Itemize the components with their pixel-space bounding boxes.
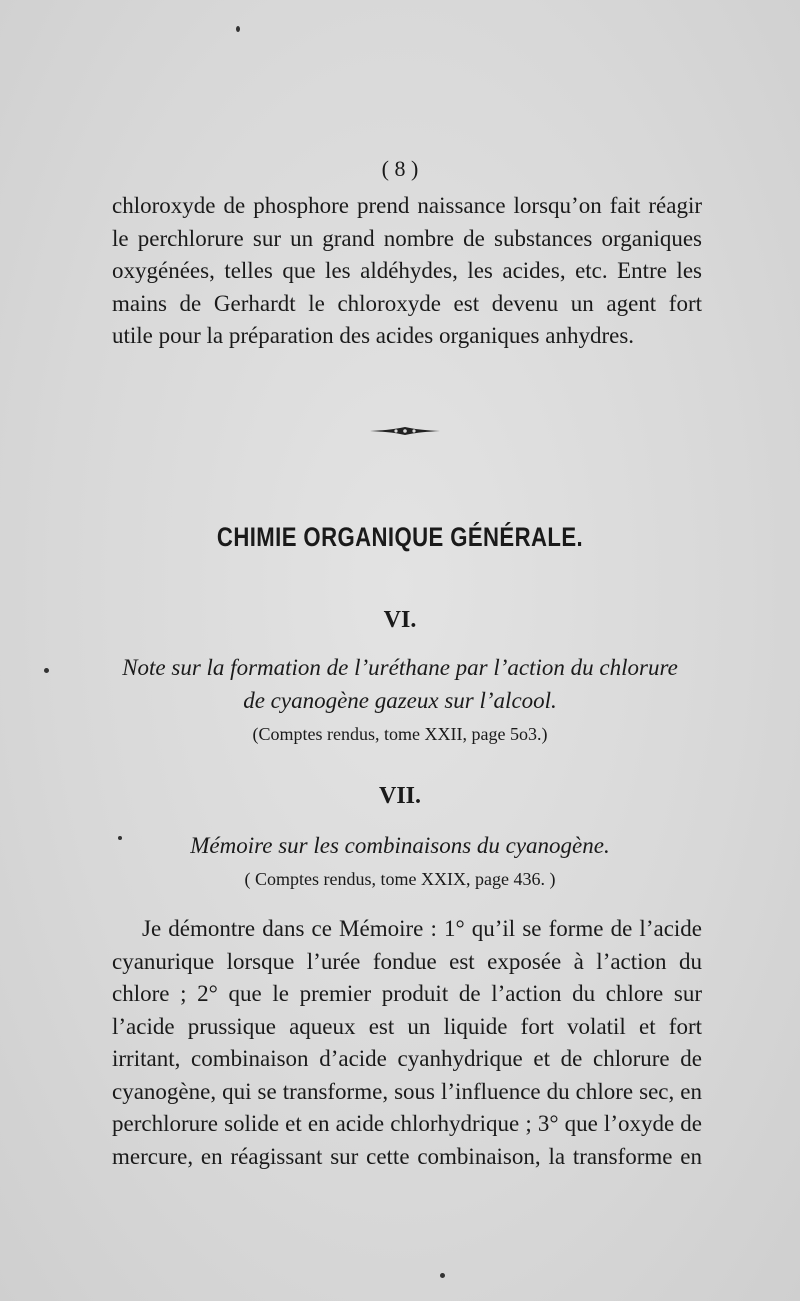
page-number: ( 8 ) <box>381 156 419 181</box>
paragraph-line: mains de Gerhardt le chloroxyde est devenu un agent fort <box>112 290 702 316</box>
paragraph-line: chlore ; 2° que le premier produit de l’action du chlore sur <box>112 981 702 1006</box>
paper-speck <box>118 836 122 840</box>
divider-ornament-icon <box>370 424 440 438</box>
entry-numeral: VI. <box>383 607 417 633</box>
paragraph-line: chloroxyde de phosphore prend naissance lorsqu’on fait réagir <box>112 193 702 218</box>
paragraph-line: cyanogène, qui se transforme, sous l’influence du chlore sec, en <box>112 1078 702 1104</box>
entry-title-line: Note sur la formation de l’uréthane par l’action du chlorure <box>122 655 678 680</box>
entry-title <box>0 829 800 862</box>
paragraph-line: le perchlorure sur un grand nombre de substances organiques <box>112 225 702 251</box>
entry-reference: ( Comptes rendus, tome XXIX, page 436. ) <box>244 869 556 889</box>
entry-reference: (Comptes rendus, tome XXII, page 5o3.) <box>252 724 548 744</box>
paragraph-line: utile pour la préparation des acides organiques anhydres. <box>112 323 635 348</box>
paragraph-line: oxygénées, telles que les aldéhydes, les acides, etc. Entre les <box>112 258 702 283</box>
entry-title <box>0 651 800 717</box>
paper-speck <box>440 1273 445 1278</box>
section-title: CHIMIE ORGANIQUE GÉNÉRALE. <box>216 522 584 552</box>
entry-numeral: VII. <box>378 783 421 809</box>
paragraph-line: Je démontre dans ce Mémoire : 1° qu’il se forme de l’acide <box>142 916 702 941</box>
intro-paragraph <box>112 190 702 353</box>
body-paragraph <box>112 913 702 1173</box>
entry-title-line: Mémoire sur les combinaisons du cyanogène. <box>190 833 610 858</box>
paragraph-line: perchlorure solide et en acide chlorhydrique ; 3° que l’oxyde de <box>112 1111 702 1136</box>
paper-speck <box>236 26 240 32</box>
paragraph-line: mercure, en réagissant sur cette combinaison, la transforme en <box>112 1143 702 1169</box>
paragraph-line: l’acide prussique aqueux est un liquide fort volatil et fort <box>112 1013 702 1039</box>
entry-title-line: de cyanogène gazeux sur l’alcool. <box>243 688 557 713</box>
paper-speck <box>44 668 49 673</box>
paragraph-line: irritant, combinaison d’acide cyanhydrique et de chlorure de <box>112 1046 702 1071</box>
paragraph-line: cyanurique lorsque l’urée fondue est exposée à l’action du <box>112 948 702 974</box>
